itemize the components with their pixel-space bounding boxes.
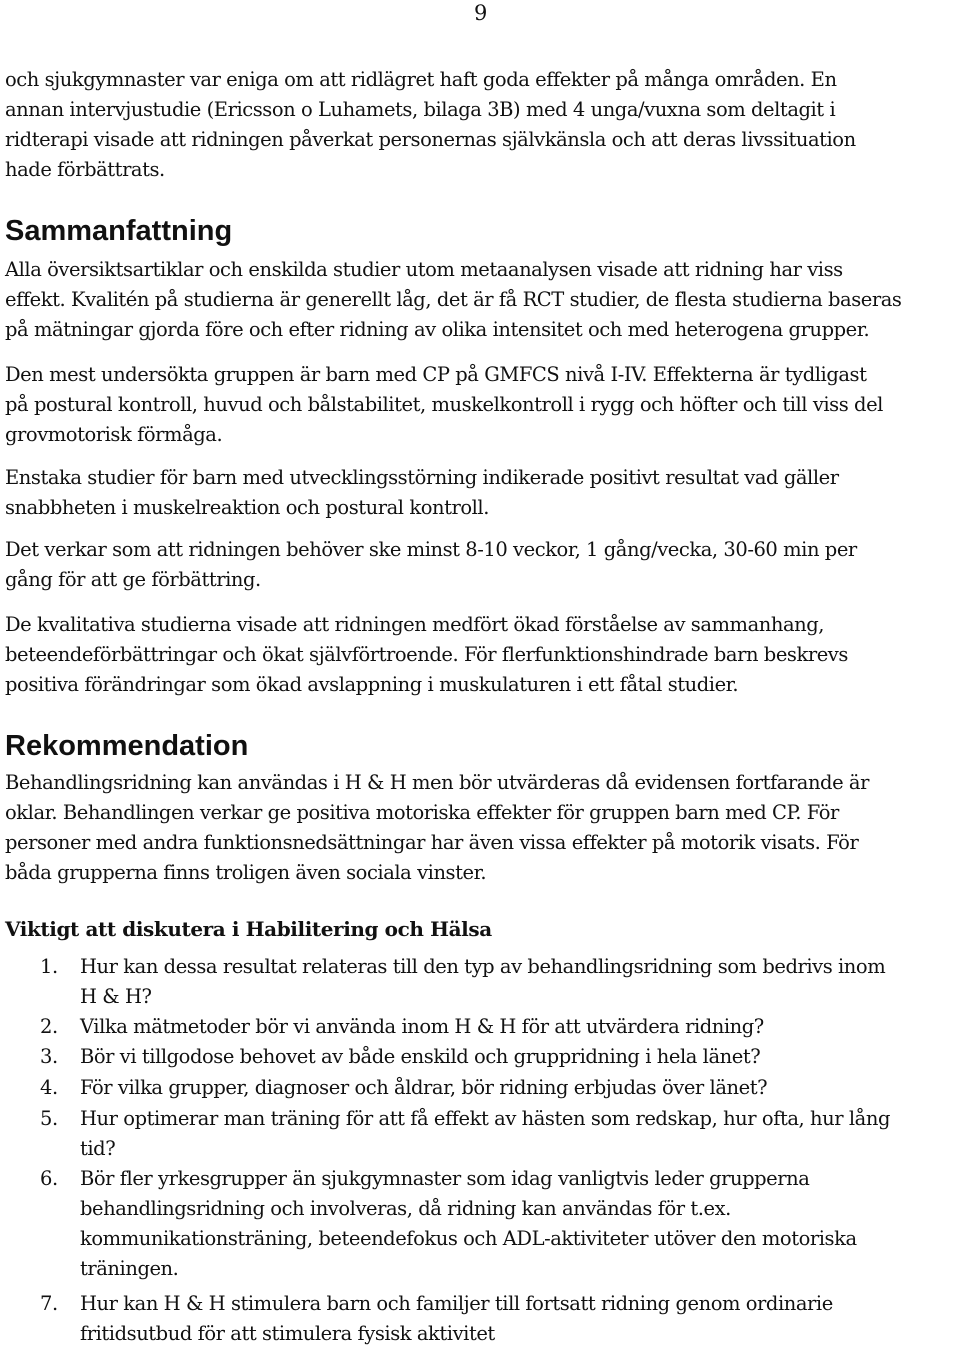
summary-paragraph-1 xyxy=(5,255,960,345)
text-line: snabbheten i muskelreaktion och postural kontroll. xyxy=(5,496,489,519)
text-line: hade förbättrats. xyxy=(5,158,165,181)
page-number: 9 xyxy=(474,1,488,25)
recommendation-heading: Rekommendation xyxy=(5,730,249,762)
text-line: grovmotorisk förmåga. xyxy=(5,423,223,446)
text-line: annan intervjustudie (Ericsson o Luhamets, bilaga 3B) med 4 unga/vuxna som deltagit i xyxy=(5,98,836,121)
text-line: båda grupperna finns troligen även sociala vinster. xyxy=(5,861,487,884)
summary-paragraph-5 xyxy=(5,610,960,700)
list-number: 3. xyxy=(40,1045,58,1068)
discussion-heading: Viktigt att diskutera i Habilitering och Hälsa xyxy=(5,917,492,941)
summary-paragraph-4 xyxy=(5,535,960,595)
recommendation-paragraph xyxy=(5,768,960,888)
text-line: behandlingsridning och involveras, då ridning kan användas för t.ex. xyxy=(80,1197,731,1220)
text-line: Alla översiktsartiklar och enskilda studier utom metaanalysen visade att ridning har viss xyxy=(5,258,843,281)
text-line: träningen. xyxy=(80,1257,179,1280)
text-line: och sjukgymnaster var eniga om att ridlägret haft goda effekter på många områden. En xyxy=(5,68,837,91)
text-line: på mätningar gjorda före och efter ridning av olika intensitet och med heterogena grupper. xyxy=(5,318,870,341)
text-line: Vilka mätmetoder bör vi använda inom H & H för att utvärdera ridning? xyxy=(80,1015,764,1038)
list-number: 2. xyxy=(40,1015,58,1038)
text-line: Den mest undersökta gruppen är barn med CP på GMFCS nivå I-IV. Effekterna är tydligast xyxy=(5,363,867,386)
text-line: gång för att ge förbättring. xyxy=(5,568,261,591)
text-line: oklar. Behandlingen verkar ge positiva motoriska effekter för gruppen barn med CP. För xyxy=(5,801,839,824)
list-number: 5. xyxy=(40,1107,58,1130)
text-line: H & H? xyxy=(80,985,152,1008)
text-line: Enstaka studier för barn med utvecklingsstörning indikerade positivt resultat vad gäller xyxy=(5,466,839,489)
list-number: 6. xyxy=(40,1167,58,1190)
list-number: 4. xyxy=(40,1076,58,1099)
text-line: beteendeförbättringar och ökat självförtroende. För flerfunktionshindrade barn beskrevs xyxy=(5,643,848,666)
text-line: personer med andra funktionsnedsättningar har även vissa effekter på motorik visats. För xyxy=(5,831,859,854)
text-line: För vilka grupper, diagnoser och åldrar, bör ridning erbjudas över länet? xyxy=(80,1076,768,1099)
text-line: Bör fler yrkesgrupper än sjukgymnaster som idag vanligtvis leder grupperna xyxy=(80,1167,810,1190)
text-line: tid? xyxy=(80,1137,116,1160)
text-line: på postural kontroll, huvud och bålstabilitet, muskelkontroll i rygg och höfter och till viss del xyxy=(5,393,883,416)
text-line: Hur kan H & H stimulera barn och familjer till fortsatt ridning genom ordinarie xyxy=(80,1292,833,1315)
list-item-text xyxy=(80,1104,960,1164)
summary-paragraph-3 xyxy=(5,463,960,523)
summary-paragraph-2 xyxy=(5,360,960,450)
intro-paragraph xyxy=(5,65,960,185)
list-item-text xyxy=(80,1012,960,1042)
text-line: Det verkar som att ridningen behöver ske minst 8-10 veckor, 1 gång/vecka, 30-60 min per xyxy=(5,538,857,561)
list-number: 1. xyxy=(40,955,58,978)
text-line: Bör vi tillgodose behovet av både enskild och gruppridning i hela länet? xyxy=(80,1045,761,1068)
text-line: Hur kan dessa resultat relateras till den typ av behandlingsridning som bedrivs inom xyxy=(80,955,886,978)
list-item-text xyxy=(80,1073,960,1103)
list-item-text xyxy=(80,1164,960,1284)
summary-heading: Sammanfattning xyxy=(5,215,233,247)
list-item-text xyxy=(80,1042,960,1072)
text-line: positiva förändringar som ökad avslappning i muskulaturen i ett fåtal studier. xyxy=(5,673,739,696)
text-line: kommunikationsträning, beteendefokus och ADL-aktiviteter utöver den motoriska xyxy=(80,1227,857,1250)
text-line: Behandlingsridning kan användas i H & H men bör utvärderas då evidensen fortfarande är xyxy=(5,771,869,794)
text-line: De kvalitativa studierna visade att ridningen medfört ökad förståelse av sammanhang, xyxy=(5,613,825,636)
text-line: Hur optimerar man träning för att få effekt av hästen som redskap, hur ofta, hur lång xyxy=(80,1107,890,1130)
list-item-text xyxy=(80,1289,960,1349)
list-number: 7. xyxy=(40,1292,58,1315)
text-line: effekt. Kvalitén på studierna är generellt låg, det är få RCT studier, de flesta studierna baseras xyxy=(5,288,902,311)
text-line: fritidsutbud för att stimulera fysisk aktivitet xyxy=(80,1322,495,1345)
list-item-text xyxy=(80,952,960,1012)
text-line: ridterapi visade att ridningen påverkat personernas självkänsla och att deras livssituation xyxy=(5,128,856,151)
